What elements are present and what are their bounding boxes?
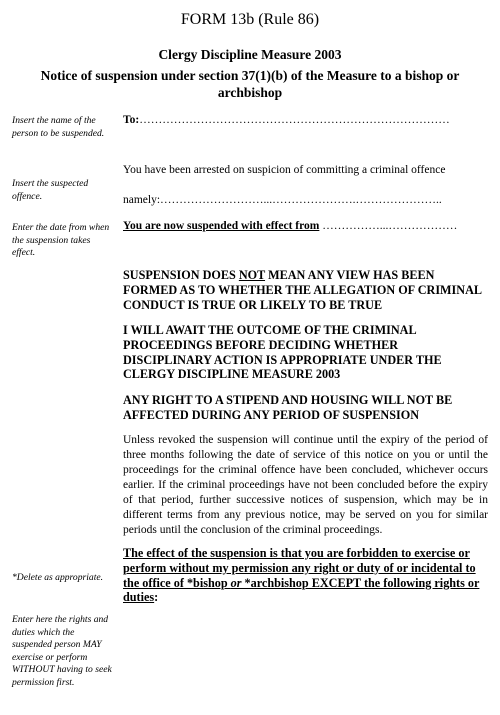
to-label: To: xyxy=(123,114,140,126)
namely-label: namely: xyxy=(123,194,161,206)
margin-note-rights: Enter here the rights and duties which the suspended person MAY exercise or perform WITHOUT having to seek permission first. xyxy=(12,614,112,688)
or-italic: or xyxy=(230,575,242,590)
not-emphasis: NOT xyxy=(238,268,266,282)
margin-note-date: Enter the date from when the suspension takes effect. xyxy=(12,222,110,259)
offence-dots: ………………………...………………….………………….. xyxy=(160,194,442,206)
margin-note-offence: Insert the suspected offence. xyxy=(12,178,89,202)
effect-colon: : xyxy=(154,590,159,605)
effect-of-suspension: The effect of the suspension is that you are forbidden to exercise or perform without my permission any right or duty of or incidental to the office of *bishop or *archbishop EXCEPT the following rights or duties: xyxy=(123,546,480,605)
revocation-paragraph: Unless revoked the suspension will continue until the expiry of the period of three months following the date of service of this notice on you or until the proceedings for the criminal offence have been concluded, whichever occurs earlier. If the criminal proceedings have not been concluded before the expiry of that period, further successive notices of suspension, which may be in different terms from any previous notice, may be served on you for similar periods until the conclusion of the criminal proceedings. xyxy=(123,434,488,536)
statement-not-a-view: SUSPENSION DOES NOT MEAN ANY VIEW HAS BEEN FORMED AS TO WHETHER THE ALLEGATION OF CRIMINAL CONDUCT IS TRUE OR LIKELY TO BE TRUE xyxy=(123,268,482,312)
suspension-date-dots: ……………...……………… xyxy=(319,220,458,232)
form-title: FORM 13b (Rule 86) xyxy=(180,11,320,28)
statement-await-outcome: I WILL AWAIT THE OUTCOME OF THE CRIMINAL PROCEEDINGS BEFORE DECIDING WHETHER DISCIPLINARY ACTION IS APPROPRIATE UNDER THE CLERGY DISCIPLINE MEASURE 2003 xyxy=(123,323,442,382)
margin-note-name: Insert the name of the person to be suspended. xyxy=(12,115,105,139)
suspended-from-label: You are now suspended with effect from xyxy=(123,220,320,232)
arrest-text: You have been arrested on suspicion of committing a criminal offence xyxy=(123,164,446,176)
statement-stipend: ANY RIGHT TO A STIPEND AND HOUSING WILL NOT BE AFFECTED DURING ANY PERIOD OF SUSPENSION xyxy=(123,393,453,422)
notice-title: Notice of suspension under section 37(1)(b) of the Measure to a bishop or archbishop xyxy=(40,68,460,100)
measure-title: Clergy Discipline Measure 2003 xyxy=(158,47,342,62)
to-dots: ……………………………………………………………………… xyxy=(139,114,450,126)
offence-field[interactable] xyxy=(123,193,488,208)
margin-note-delete: *Delete as appropriate. xyxy=(12,572,104,583)
to-field[interactable] xyxy=(123,113,488,128)
suspension-date-field[interactable] xyxy=(123,219,488,234)
